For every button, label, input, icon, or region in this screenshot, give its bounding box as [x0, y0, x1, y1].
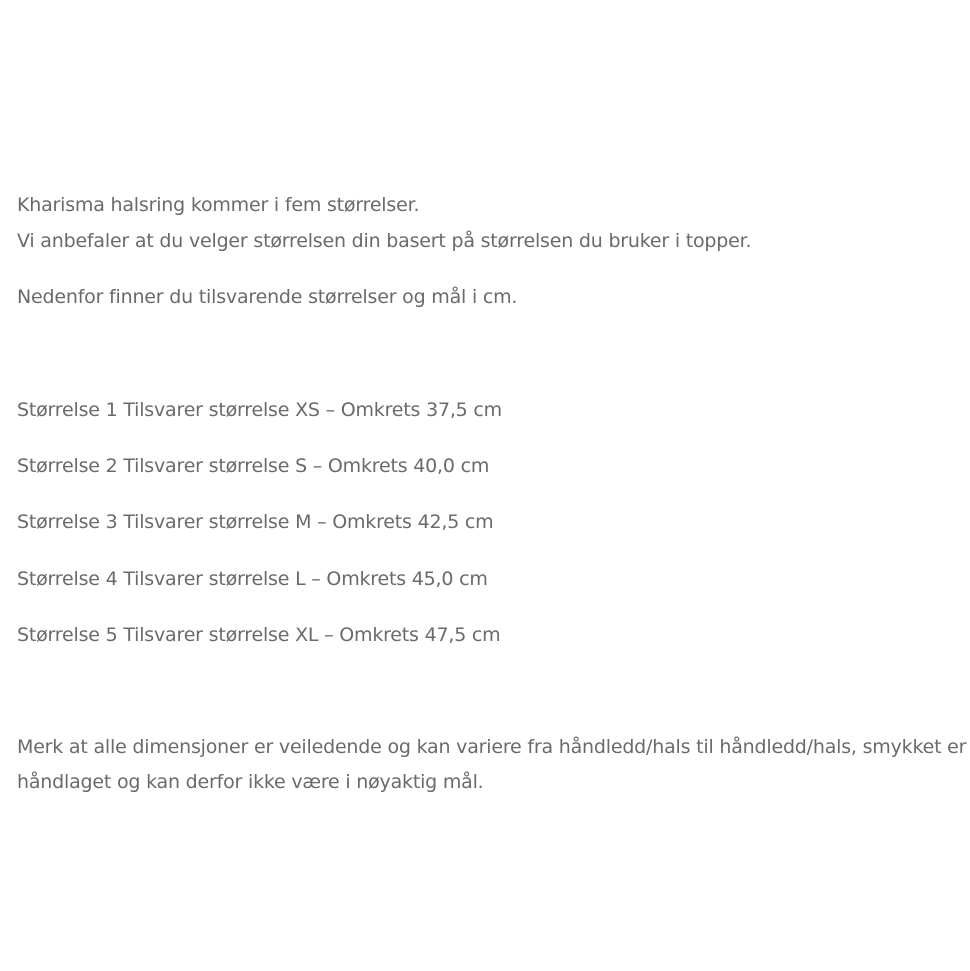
note-line-2: håndlaget og kan derfor ikke være i nøyaktig mål.: [17, 771, 484, 793]
size-item-2: Størrelse 2 Tilsvarer størrelse S – Omkrets 40,0 cm: [17, 455, 490, 477]
note-line-1: Merk at alle dimensjoner er veiledende og kan variere fra håndledd/hals til håndledd/hals, smykket er: [17, 736, 967, 758]
intro-line-below-info: Nedenfor finner du tilsvarende størrelser og mål i cm.: [17, 286, 518, 308]
size-item-3: Størrelse 3 Tilsvarer størrelse M – Omkrets 42,5 cm: [17, 511, 494, 533]
intro-line-recommendation: Vi anbefaler at du velger størrelsen din basert på størrelsen du bruker i topper.: [17, 230, 752, 252]
size-item-1: Størrelse 1 Tilsvarer størrelse XS – Omkrets 37,5 cm: [17, 399, 502, 421]
size-item-4: Størrelse 4 Tilsvarer størrelse L – Omkrets 45,0 cm: [17, 568, 488, 590]
size-item-5: Størrelse 5 Tilsvarer størrelse XL – Omkrets 47,5 cm: [17, 624, 501, 646]
intro-line-sizes-count: Kharisma halsring kommer i fem størrelser.: [17, 194, 420, 216]
